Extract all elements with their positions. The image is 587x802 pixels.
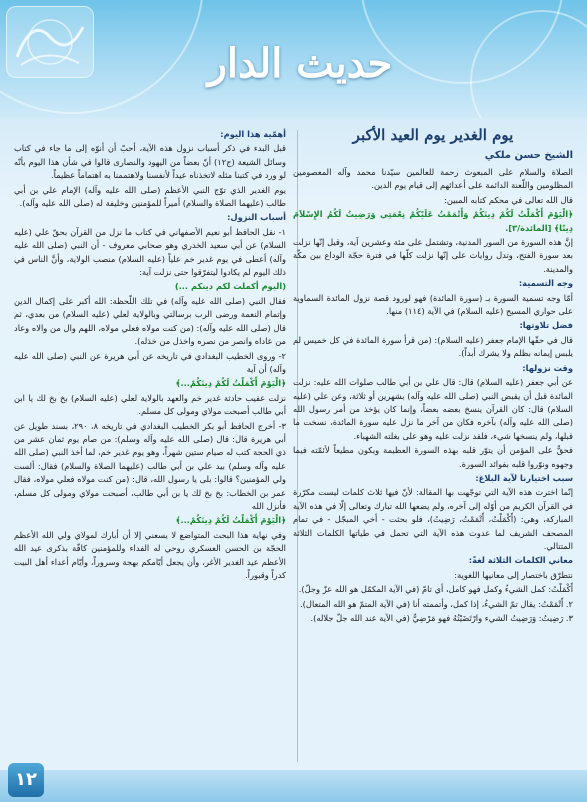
paragraph: عن أبي جعفر (عليه السلام) قال: قال علي بن أبي طالب صلوات الله عليه: نزلت المائدة قبل أن يقبض النبي (صلى الله عليه وآله) بشهرين أو ثلاثة، وعن علي (عليه السلام) قال: كان القرآن ينسخ بعضه بعضاً، وإنما كان يؤخذ من أمر رسول الله (صلى الله عليه وآله) بآخره فكان من آخر ما نزل عليه سورة المائدة، نسخت ما قبلها، ولم ينسخها شيء، فلقد نزلت عليه وهو على بغلته الشهباء. (293, 377, 573, 441)
paragraph: وفي نهاية هذا البحث المتواضع لا يسعني إلا أن أبارك لمولاي ولي الله الأعظم الحجّة بن الحسن العسكري روحي له الفداء وللمؤمنين كافّة بذكرى عيد الله الأعظم عيد الغدير الأغر، وأن يجعل أيّامكم بهجة وسروراً، وأيّام أعداء أهل البيت كدراً وقبوراً. (14, 529, 286, 580)
paragraph: قال في حقّها الإمام جعفر (عليه السلام): (من قرأ سورة المائدة في كل خميس لم يلبس إيمانه بظلم ولا يشرك أبداً). (293, 334, 573, 359)
section-heading: سبب اختيارنا لآية البلاغ: (475, 472, 573, 483)
paragraph: ٣. رَضِيتُ: وَرَضِيتُ الشيء وارْتَضَيْتُهُ فهو مَرْضِيٌّ (في الآية عند الله جلّ جلاله). (310, 613, 573, 623)
section-heading: أسباب النزول: (227, 212, 286, 223)
right-column-body (293, 166, 573, 625)
quran-verse: (اليوم أكملت لكم دينكم ...) (174, 281, 286, 292)
article-author: الشيخ حسن ملكي (484, 150, 573, 161)
right-column (293, 124, 573, 626)
article-title: يوم الغدير يوم العيد الأكبر (352, 126, 514, 144)
quran-verse: ﴿الْيَوْمَ أَكْمَلْتُ لَكُمْ دِينَكُمْ وَأَتْمَمْتُ عَلَيْكُمْ نِعْمَتِي وَرَضِيتُ لَكُمُ الإِسْلاَمَ دِينًا﴾ [المائدة/٣]. (293, 209, 573, 233)
left-column-body (14, 128, 286, 582)
page-header (0, 0, 587, 118)
section-heading: وقت نزولها: (522, 362, 573, 373)
paragraph: ٢. أَتْمَمْتُ: يقال تمّ الشيءُ، إذا كمل، وأتممته أنا (في الآية المتمّ هو الله المتعال). (300, 598, 573, 609)
paragraph: نزلت عقيب حادثة غدير خم والعهد بالولاية لعلي (عليه السلام) بخ بخ لك يا ابن أبي طالب أصبحت مولاي ومولى كل مسلم. (14, 392, 286, 417)
quran-verse: ﴿الْيَوْمَ أَكْمَلْتُ لَكُمْ دِينَكُمْ...﴾ (175, 515, 286, 526)
paragraph: أمّا وجه تسمية السورة بـ (سورة المائدة) فهو لورود قصة نزول المائدة السماوية على حواري المسيح (عليه السلام) في الآية (١١٤) منها. (293, 292, 573, 317)
paragraph: نتطرّق باختصار إلى معانيها اللغوية: (454, 569, 573, 580)
left-column (14, 128, 286, 583)
paragraph: الصلاة والسلام على المبعوث رحمة للعالمين سيّدنا محمد وآله المعصومين المظلومين واللّعنة الدائمة على أعدائهم إلى قيام يوم الدين. (293, 167, 573, 191)
section-heading: وجه التسمية: (518, 278, 573, 289)
paragraph: ١- نقل الحافظ أبو نعيم الأصفهاني في كتاب ما نزل من القرآن بحقّ علي (عليه السلام) عن أبي سعيد الخدري وهو صحابي معروف - أن النبي (صلى الله عليه وآله) أعطى في يوم غدير خم علياً (عليه السلام) منصب الولاية، وأنَّ الناس في ذلك اليوم لم يكادوا ليتفرّقوا حتى نزلت آية: (14, 226, 286, 278)
paragraph: فحقٌّ على المؤمن أن يتوّر قلبه بهذه السورة العظيمة ويكون مطيعاً لأئمّته فيما وجهوه ونوّروا قلبه بفوائد السورة. (293, 445, 573, 469)
magazine-logo (6, 6, 94, 78)
paragraph: ٢- وروى الخطيب البغدادي في تاريخه عن أبي هريرة عن النبي (صلى الله عليه وآله) أن آية (14, 350, 286, 374)
calligraphy-logo-icon (7, 7, 93, 77)
section-heading: فضل تلاوتها: (519, 320, 573, 331)
section-title: حديث الدار (207, 40, 393, 87)
section-heading: أهمّية هذا اليوم: (220, 129, 286, 139)
paragraph: إنَّ هذه السورة من السور المدنية، وتشتمل على مئة وعشرين آية، وقيل إنّها نزلت بعد سورة الفتح، وتدل روايات على إنّها نزلت كلّها في فترة حجّة الوداع بين مكّة والمدينة. (293, 237, 573, 274)
page-number-badge: ١٢ (8, 763, 44, 797)
paragraph: قال الله تعالى في محكم كتابه المبين: (444, 194, 573, 205)
section-heading: معاني الكلمات الثلاثة لغةً: (468, 555, 573, 566)
quran-verse: ﴿الْيَوْمَ أَكْمَلْتُ لَكُمْ دِينَكُمْ...﴾ (175, 378, 286, 389)
paragraph: فقال النبي (صلى الله عليه وآله) في تلك اللّحظة: الله أكبر على إكمال الدين وإتمام النعمة ورضى الرب برسالتي وبالولاية لعلي (عليه السلام) من بعدي، ثم قال (صلى الله عليه وآله): (من كنت مولاه فعلي مولاه، اللهم وال من والاه وعاد من عاداه وانصر من نصره واخذل من خذله). (14, 295, 286, 347)
paragraph: قبل البدء في ذكر أسباب نزول هذه الآية، أحبّ أن أنوّه إلى ما جاء في كتاب وسائل الشيعة (ج١٢) أنّ بعضاً من اليهود والنصارى قالوا في شأن هذا اليوم بأنّه لو ورد في كتبنا مثله لاتخذناه عيداً لأنفسنا ولاهتممنا به اهتماماً عظيماً. (14, 143, 287, 181)
paragraph: أَكْمَلْتُ: كمل الشيءُ وكمل فهو كامل، أي تامّ (في الآية المكمّل هو الله عزّ وجلّ). (298, 584, 573, 595)
paragraph: ٣- أخرج الحافظ أبو بكر الخطيب البغدادي في تاريخه ٨، ٢٩٠، بسند طويل عن أبي هريرة قال: قال (صلى الله عليه وآله وسلم): من صام يوم ثمان عشر من ذي الحجة كتب له صيام ستين شهراً، وهو يوم غدير خم، لما أخذ النبي (صلى الله عليه وآله وسلم) بيد علي بن أبي طالب (عليهما الصلاة والسلام) فقال: ألست ولي المؤمنين؟ قالوا: بلى يا رسول الله، قال: (من كنت مولاه فعلي مولاه، فقال عمر بن الخطاب: بخ بخ لك يا بن أبي طالب، أصبحت مولاي ومولى كل مسلم، فأنزل الله (14, 420, 286, 511)
footer-bar (0, 770, 587, 802)
paragraph: يوم الغدير الذي توّج النبي الأعظم (صلى الله عليه وآله) الإمام علي بن أبي طالب (عليهما الصلاة والسلام) أميراً للمؤمنين وخليفة له (صلى الله عليه وآله). (14, 184, 286, 209)
paragraph: إنّما اخترت هذه الآية التي توجّهت بها المقالة: لأنّ فيها ثلاث كلمات ليست مكرّرة في القرآن الكريم من أوّله إلى آخره، ولم يضعها الله تبارك وتعالى إلّا في هذه الآية المباركة، وهي: (أَكْمَلْتُ، أَتْمَمْتُ، رَضِيتُ)، فلو بحثت - أخي المبجّل - في تمام المصحف الشريف لما عدوت هذه الآية التي تحمل في طياتها الكلمات الثلاثة المتتالي. (293, 487, 573, 551)
